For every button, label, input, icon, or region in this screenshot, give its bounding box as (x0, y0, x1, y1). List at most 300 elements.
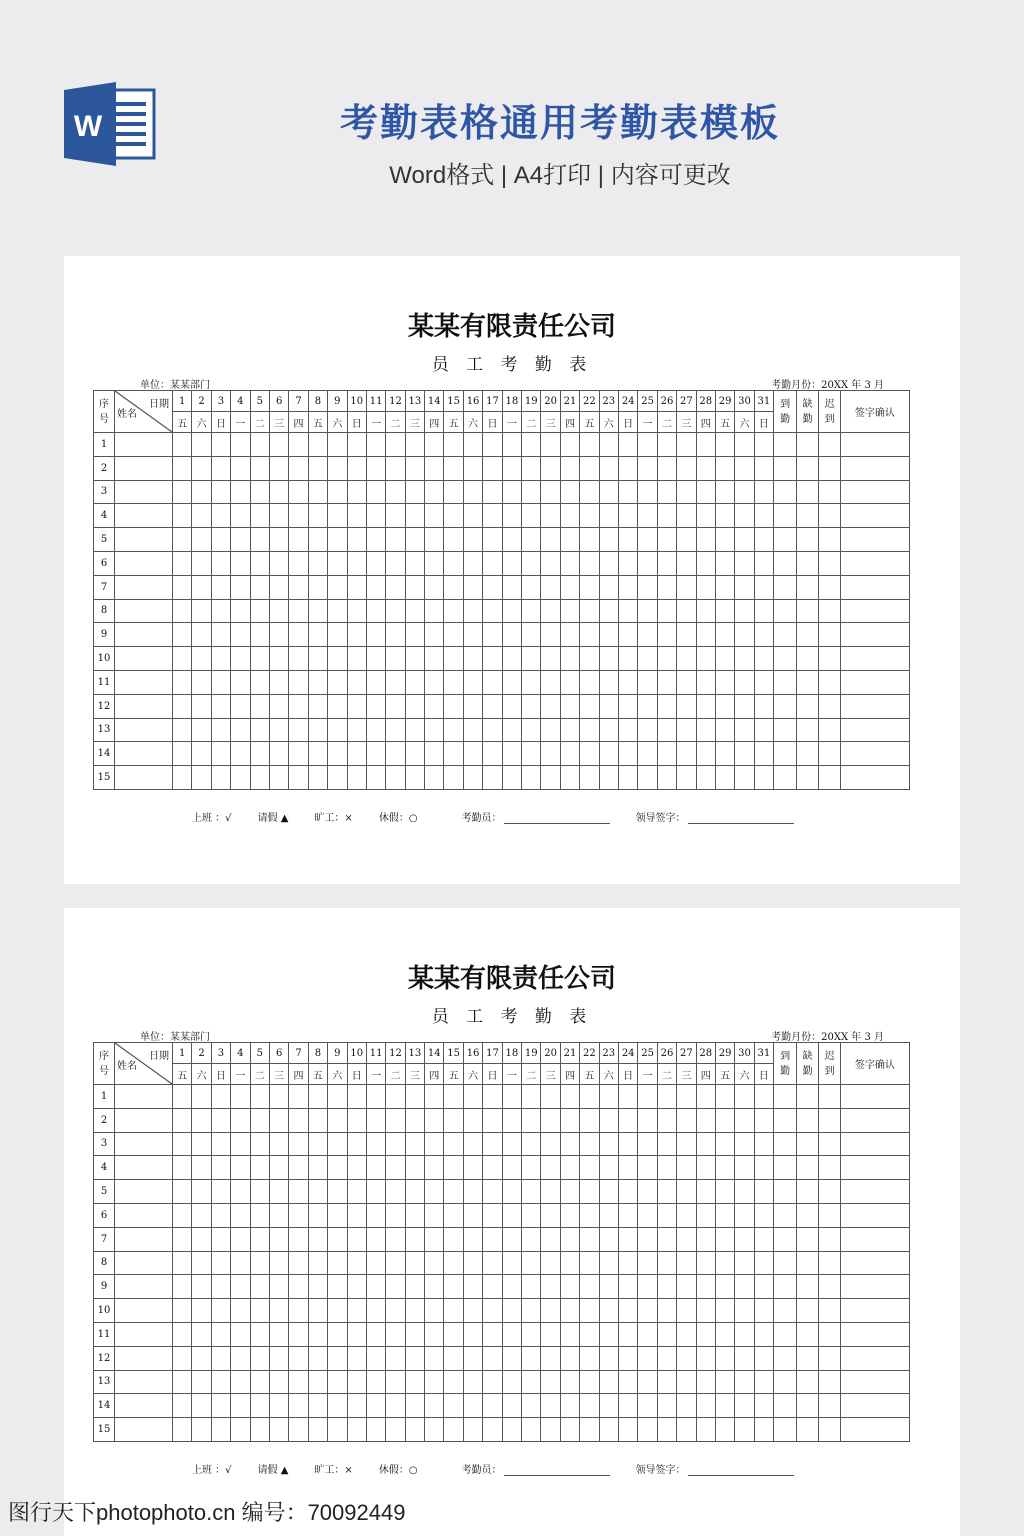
attendance-cell[interactable] (522, 1108, 541, 1132)
attendance-cell[interactable] (386, 1180, 405, 1204)
attendance-cell[interactable] (405, 694, 424, 718)
name-cell[interactable] (115, 599, 173, 623)
attendance-cell[interactable] (735, 1132, 754, 1156)
attendance-cell[interactable] (735, 1299, 754, 1323)
attendance-cell[interactable] (754, 766, 773, 790)
attendance-cell[interactable] (289, 1251, 308, 1275)
attendance-cell[interactable] (580, 1322, 599, 1346)
attendance-cell[interactable] (308, 433, 327, 457)
attendance-cell[interactable] (347, 694, 366, 718)
attendance-cell[interactable] (386, 480, 405, 504)
attendance-cell[interactable] (269, 433, 288, 457)
attendance-cell[interactable] (250, 1085, 269, 1109)
sign-cell[interactable] (841, 433, 910, 457)
attendance-cell[interactable] (444, 599, 463, 623)
attendance-cell[interactable] (211, 1132, 230, 1156)
attendance-cell[interactable] (308, 766, 327, 790)
attendance-cell[interactable] (735, 1251, 754, 1275)
attendance-cell[interactable] (560, 456, 579, 480)
attendance-cell[interactable] (715, 599, 734, 623)
attendance-cell[interactable] (483, 528, 502, 552)
attendance-cell[interactable] (173, 1394, 192, 1418)
attendance-cell[interactable] (192, 1227, 211, 1251)
attendance-cell[interactable] (541, 1227, 560, 1251)
attendance-cell[interactable] (522, 575, 541, 599)
attendance-cell[interactable] (483, 1299, 502, 1323)
attendance-cell[interactable] (657, 623, 676, 647)
attendance-cell[interactable] (250, 1394, 269, 1418)
attendance-cell[interactable] (211, 1203, 230, 1227)
attendance-cell[interactable] (580, 670, 599, 694)
attendance-cell[interactable] (173, 599, 192, 623)
attendance-cell[interactable] (328, 599, 347, 623)
attendance-cell[interactable] (638, 1346, 657, 1370)
attendance-cell[interactable] (560, 766, 579, 790)
attendance-cell[interactable] (269, 480, 288, 504)
attendance-cell[interactable] (444, 623, 463, 647)
attendance-cell[interactable] (328, 718, 347, 742)
attendance-cell[interactable] (677, 528, 696, 552)
attendance-cell[interactable] (173, 1275, 192, 1299)
attendance-cell[interactable] (289, 623, 308, 647)
absent-cell[interactable] (797, 504, 819, 528)
attendance-cell[interactable] (715, 1251, 734, 1275)
present-cell[interactable] (774, 504, 797, 528)
attendance-cell[interactable] (541, 647, 560, 671)
attendance-cell[interactable] (735, 718, 754, 742)
attendance-cell[interactable] (250, 718, 269, 742)
attendance-cell[interactable] (347, 1322, 366, 1346)
attendance-cell[interactable] (444, 1299, 463, 1323)
attendance-cell[interactable] (347, 1227, 366, 1251)
attendance-cell[interactable] (657, 1132, 676, 1156)
sign-cell[interactable] (841, 528, 910, 552)
attendance-cell[interactable] (754, 456, 773, 480)
attendance-cell[interactable] (173, 1322, 192, 1346)
attendance-cell[interactable] (231, 551, 250, 575)
attendance-cell[interactable] (173, 670, 192, 694)
absent-cell[interactable] (797, 1346, 819, 1370)
name-cell[interactable] (115, 1346, 173, 1370)
attendance-cell[interactable] (522, 1251, 541, 1275)
attendance-cell[interactable] (250, 528, 269, 552)
attendance-cell[interactable] (715, 1299, 734, 1323)
clerk-signature-line[interactable] (504, 813, 610, 824)
absent-cell[interactable] (797, 1180, 819, 1204)
attendance-cell[interactable] (269, 1394, 288, 1418)
attendance-cell[interactable] (696, 1299, 715, 1323)
attendance-cell[interactable] (386, 1227, 405, 1251)
attendance-cell[interactable] (754, 1346, 773, 1370)
attendance-cell[interactable] (677, 694, 696, 718)
attendance-cell[interactable] (483, 1346, 502, 1370)
leader-signature-line[interactable] (688, 813, 794, 824)
attendance-cell[interactable] (754, 1227, 773, 1251)
attendance-cell[interactable] (657, 1322, 676, 1346)
attendance-cell[interactable] (328, 456, 347, 480)
attendance-cell[interactable] (483, 623, 502, 647)
attendance-cell[interactable] (231, 670, 250, 694)
attendance-cell[interactable] (173, 718, 192, 742)
attendance-cell[interactable] (328, 623, 347, 647)
attendance-cell[interactable] (250, 1346, 269, 1370)
attendance-cell[interactable] (289, 742, 308, 766)
attendance-cell[interactable] (405, 1418, 424, 1442)
attendance-cell[interactable] (366, 1251, 385, 1275)
attendance-cell[interactable] (308, 1203, 327, 1227)
attendance-cell[interactable] (522, 1227, 541, 1251)
attendance-cell[interactable] (231, 1418, 250, 1442)
present-cell[interactable] (774, 1346, 797, 1370)
attendance-cell[interactable] (522, 433, 541, 457)
attendance-cell[interactable] (677, 1322, 696, 1346)
attendance-cell[interactable] (638, 1203, 657, 1227)
attendance-cell[interactable] (638, 1132, 657, 1156)
attendance-cell[interactable] (463, 1322, 482, 1346)
attendance-cell[interactable] (599, 456, 618, 480)
name-cell[interactable] (115, 647, 173, 671)
attendance-cell[interactable] (580, 504, 599, 528)
attendance-cell[interactable] (638, 694, 657, 718)
attendance-cell[interactable] (463, 1132, 482, 1156)
attendance-cell[interactable] (386, 742, 405, 766)
attendance-cell[interactable] (580, 1418, 599, 1442)
attendance-cell[interactable] (754, 1132, 773, 1156)
attendance-cell[interactable] (696, 1251, 715, 1275)
attendance-cell[interactable] (522, 694, 541, 718)
attendance-cell[interactable] (231, 1108, 250, 1132)
sign-cell[interactable] (841, 575, 910, 599)
attendance-cell[interactable] (638, 1251, 657, 1275)
sign-cell[interactable] (841, 599, 910, 623)
attendance-cell[interactable] (289, 551, 308, 575)
attendance-cell[interactable] (618, 1418, 637, 1442)
attendance-cell[interactable] (483, 1180, 502, 1204)
name-cell[interactable] (115, 528, 173, 552)
attendance-cell[interactable] (522, 1346, 541, 1370)
attendance-cell[interactable] (735, 575, 754, 599)
attendance-cell[interactable] (754, 504, 773, 528)
attendance-cell[interactable] (754, 1370, 773, 1394)
attendance-cell[interactable] (541, 766, 560, 790)
attendance-cell[interactable] (599, 575, 618, 599)
sign-cell[interactable] (841, 670, 910, 694)
attendance-cell[interactable] (250, 1370, 269, 1394)
attendance-cell[interactable] (638, 1322, 657, 1346)
attendance-cell[interactable] (754, 647, 773, 671)
attendance-cell[interactable] (715, 694, 734, 718)
attendance-cell[interactable] (677, 1180, 696, 1204)
attendance-cell[interactable] (560, 551, 579, 575)
attendance-cell[interactable] (231, 694, 250, 718)
attendance-cell[interactable] (580, 1275, 599, 1299)
attendance-cell[interactable] (405, 551, 424, 575)
attendance-cell[interactable] (618, 528, 637, 552)
attendance-cell[interactable] (715, 1227, 734, 1251)
attendance-cell[interactable] (211, 480, 230, 504)
attendance-cell[interactable] (657, 504, 676, 528)
attendance-cell[interactable] (289, 1180, 308, 1204)
attendance-cell[interactable] (347, 718, 366, 742)
attendance-cell[interactable] (502, 551, 521, 575)
present-cell[interactable] (774, 480, 797, 504)
late-cell[interactable] (819, 742, 841, 766)
attendance-cell[interactable] (580, 1346, 599, 1370)
attendance-cell[interactable] (657, 766, 676, 790)
attendance-cell[interactable] (696, 1180, 715, 1204)
attendance-cell[interactable] (347, 1108, 366, 1132)
attendance-cell[interactable] (211, 670, 230, 694)
attendance-cell[interactable] (715, 766, 734, 790)
attendance-cell[interactable] (386, 1418, 405, 1442)
attendance-cell[interactable] (735, 742, 754, 766)
attendance-cell[interactable] (618, 1203, 637, 1227)
attendance-cell[interactable] (386, 1346, 405, 1370)
attendance-cell[interactable] (638, 623, 657, 647)
attendance-cell[interactable] (289, 1370, 308, 1394)
sign-cell[interactable] (841, 1132, 910, 1156)
attendance-cell[interactable] (269, 528, 288, 552)
attendance-cell[interactable] (502, 528, 521, 552)
attendance-cell[interactable] (328, 1346, 347, 1370)
attendance-cell[interactable] (328, 1275, 347, 1299)
attendance-cell[interactable] (599, 766, 618, 790)
attendance-cell[interactable] (463, 528, 482, 552)
attendance-cell[interactable] (696, 551, 715, 575)
attendance-cell[interactable] (483, 504, 502, 528)
absent-cell[interactable] (797, 1370, 819, 1394)
attendance-cell[interactable] (405, 670, 424, 694)
attendance-cell[interactable] (289, 528, 308, 552)
attendance-cell[interactable] (580, 1180, 599, 1204)
attendance-cell[interactable] (638, 528, 657, 552)
attendance-cell[interactable] (425, 1180, 444, 1204)
attendance-cell[interactable] (560, 1418, 579, 1442)
attendance-cell[interactable] (425, 1346, 444, 1370)
attendance-cell[interactable] (483, 456, 502, 480)
attendance-cell[interactable] (638, 1418, 657, 1442)
attendance-cell[interactable] (425, 1108, 444, 1132)
attendance-cell[interactable] (192, 1346, 211, 1370)
attendance-cell[interactable] (735, 551, 754, 575)
attendance-cell[interactable] (386, 718, 405, 742)
attendance-cell[interactable] (483, 1132, 502, 1156)
attendance-cell[interactable] (347, 551, 366, 575)
attendance-cell[interactable] (715, 1346, 734, 1370)
attendance-cell[interactable] (289, 1346, 308, 1370)
attendance-cell[interactable] (347, 670, 366, 694)
attendance-cell[interactable] (347, 1418, 366, 1442)
attendance-cell[interactable] (599, 1275, 618, 1299)
attendance-cell[interactable] (308, 694, 327, 718)
attendance-cell[interactable] (657, 1156, 676, 1180)
absent-cell[interactable] (797, 456, 819, 480)
attendance-cell[interactable] (425, 1203, 444, 1227)
attendance-cell[interactable] (366, 1227, 385, 1251)
attendance-cell[interactable] (618, 1322, 637, 1346)
attendance-cell[interactable] (211, 1275, 230, 1299)
absent-cell[interactable] (797, 1132, 819, 1156)
attendance-cell[interactable] (599, 1108, 618, 1132)
attendance-cell[interactable] (696, 1322, 715, 1346)
attendance-cell[interactable] (715, 1180, 734, 1204)
attendance-cell[interactable] (192, 433, 211, 457)
attendance-cell[interactable] (405, 1346, 424, 1370)
attendance-cell[interactable] (618, 480, 637, 504)
attendance-cell[interactable] (231, 1156, 250, 1180)
absent-cell[interactable] (797, 1085, 819, 1109)
absent-cell[interactable] (797, 670, 819, 694)
attendance-cell[interactable] (541, 528, 560, 552)
attendance-cell[interactable] (444, 694, 463, 718)
attendance-cell[interactable] (366, 1346, 385, 1370)
attendance-cell[interactable] (250, 766, 269, 790)
attendance-cell[interactable] (580, 433, 599, 457)
late-cell[interactable] (819, 1227, 841, 1251)
attendance-cell[interactable] (735, 670, 754, 694)
attendance-cell[interactable] (328, 504, 347, 528)
attendance-cell[interactable] (618, 670, 637, 694)
attendance-cell[interactable] (541, 504, 560, 528)
attendance-cell[interactable] (444, 1346, 463, 1370)
late-cell[interactable] (819, 1418, 841, 1442)
attendance-cell[interactable] (560, 575, 579, 599)
attendance-cell[interactable] (754, 718, 773, 742)
attendance-cell[interactable] (308, 718, 327, 742)
attendance-cell[interactable] (405, 1227, 424, 1251)
attendance-cell[interactable] (192, 1370, 211, 1394)
attendance-cell[interactable] (618, 718, 637, 742)
attendance-cell[interactable] (347, 480, 366, 504)
attendance-cell[interactable] (638, 504, 657, 528)
attendance-cell[interactable] (366, 575, 385, 599)
attendance-cell[interactable] (192, 528, 211, 552)
attendance-cell[interactable] (657, 742, 676, 766)
attendance-cell[interactable] (405, 1394, 424, 1418)
attendance-cell[interactable] (677, 647, 696, 671)
late-cell[interactable] (819, 647, 841, 671)
attendance-cell[interactable] (192, 1251, 211, 1275)
attendance-cell[interactable] (425, 504, 444, 528)
attendance-cell[interactable] (715, 670, 734, 694)
attendance-cell[interactable] (444, 1108, 463, 1132)
attendance-cell[interactable] (173, 1156, 192, 1180)
attendance-cell[interactable] (308, 1180, 327, 1204)
present-cell[interactable] (774, 456, 797, 480)
attendance-cell[interactable] (366, 1418, 385, 1442)
attendance-cell[interactable] (463, 1251, 482, 1275)
attendance-cell[interactable] (328, 1108, 347, 1132)
attendance-cell[interactable] (366, 1203, 385, 1227)
attendance-cell[interactable] (696, 1108, 715, 1132)
attendance-cell[interactable] (308, 1418, 327, 1442)
attendance-cell[interactable] (308, 1299, 327, 1323)
attendance-cell[interactable] (250, 623, 269, 647)
attendance-cell[interactable] (522, 1275, 541, 1299)
attendance-cell[interactable] (269, 1251, 288, 1275)
present-cell[interactable] (774, 1322, 797, 1346)
attendance-cell[interactable] (735, 1322, 754, 1346)
attendance-cell[interactable] (192, 551, 211, 575)
attendance-cell[interactable] (173, 1132, 192, 1156)
attendance-cell[interactable] (541, 1108, 560, 1132)
attendance-cell[interactable] (599, 1132, 618, 1156)
name-cell[interactable] (115, 1156, 173, 1180)
attendance-cell[interactable] (580, 599, 599, 623)
attendance-cell[interactable] (735, 1156, 754, 1180)
attendance-cell[interactable] (289, 575, 308, 599)
attendance-cell[interactable] (638, 1156, 657, 1180)
attendance-cell[interactable] (735, 766, 754, 790)
attendance-cell[interactable] (483, 1418, 502, 1442)
attendance-cell[interactable] (425, 528, 444, 552)
attendance-cell[interactable] (192, 456, 211, 480)
absent-cell[interactable] (797, 1156, 819, 1180)
present-cell[interactable] (774, 718, 797, 742)
attendance-cell[interactable] (657, 1251, 676, 1275)
attendance-cell[interactable] (405, 1370, 424, 1394)
attendance-cell[interactable] (696, 599, 715, 623)
attendance-cell[interactable] (560, 433, 579, 457)
late-cell[interactable] (819, 694, 841, 718)
attendance-cell[interactable] (328, 1394, 347, 1418)
attendance-cell[interactable] (308, 1251, 327, 1275)
attendance-cell[interactable] (735, 623, 754, 647)
present-cell[interactable] (774, 599, 797, 623)
attendance-cell[interactable] (754, 1156, 773, 1180)
attendance-cell[interactable] (231, 1132, 250, 1156)
attendance-cell[interactable] (677, 1085, 696, 1109)
attendance-cell[interactable] (754, 694, 773, 718)
attendance-cell[interactable] (405, 575, 424, 599)
attendance-cell[interactable] (269, 504, 288, 528)
sign-cell[interactable] (841, 1227, 910, 1251)
attendance-cell[interactable] (444, 1203, 463, 1227)
attendance-cell[interactable] (425, 1251, 444, 1275)
attendance-cell[interactable] (444, 1394, 463, 1418)
attendance-cell[interactable] (657, 1275, 676, 1299)
attendance-cell[interactable] (560, 1299, 579, 1323)
attendance-cell[interactable] (269, 670, 288, 694)
attendance-cell[interactable] (425, 456, 444, 480)
attendance-cell[interactable] (560, 670, 579, 694)
attendance-cell[interactable] (444, 1370, 463, 1394)
attendance-cell[interactable] (444, 551, 463, 575)
attendance-cell[interactable] (173, 456, 192, 480)
attendance-cell[interactable] (502, 766, 521, 790)
attendance-cell[interactable] (715, 528, 734, 552)
attendance-cell[interactable] (328, 1132, 347, 1156)
attendance-cell[interactable] (463, 1370, 482, 1394)
name-cell[interactable] (115, 1085, 173, 1109)
attendance-cell[interactable] (192, 1085, 211, 1109)
late-cell[interactable] (819, 1299, 841, 1323)
attendance-cell[interactable] (366, 1322, 385, 1346)
attendance-cell[interactable] (173, 1370, 192, 1394)
attendance-cell[interactable] (715, 1394, 734, 1418)
attendance-cell[interactable] (289, 433, 308, 457)
attendance-cell[interactable] (289, 1108, 308, 1132)
attendance-cell[interactable] (483, 742, 502, 766)
attendance-cell[interactable] (366, 433, 385, 457)
attendance-cell[interactable] (211, 718, 230, 742)
attendance-cell[interactable] (735, 1346, 754, 1370)
attendance-cell[interactable] (696, 1275, 715, 1299)
attendance-cell[interactable] (677, 1108, 696, 1132)
attendance-cell[interactable] (502, 1299, 521, 1323)
attendance-cell[interactable] (386, 456, 405, 480)
attendance-cell[interactable] (754, 1203, 773, 1227)
